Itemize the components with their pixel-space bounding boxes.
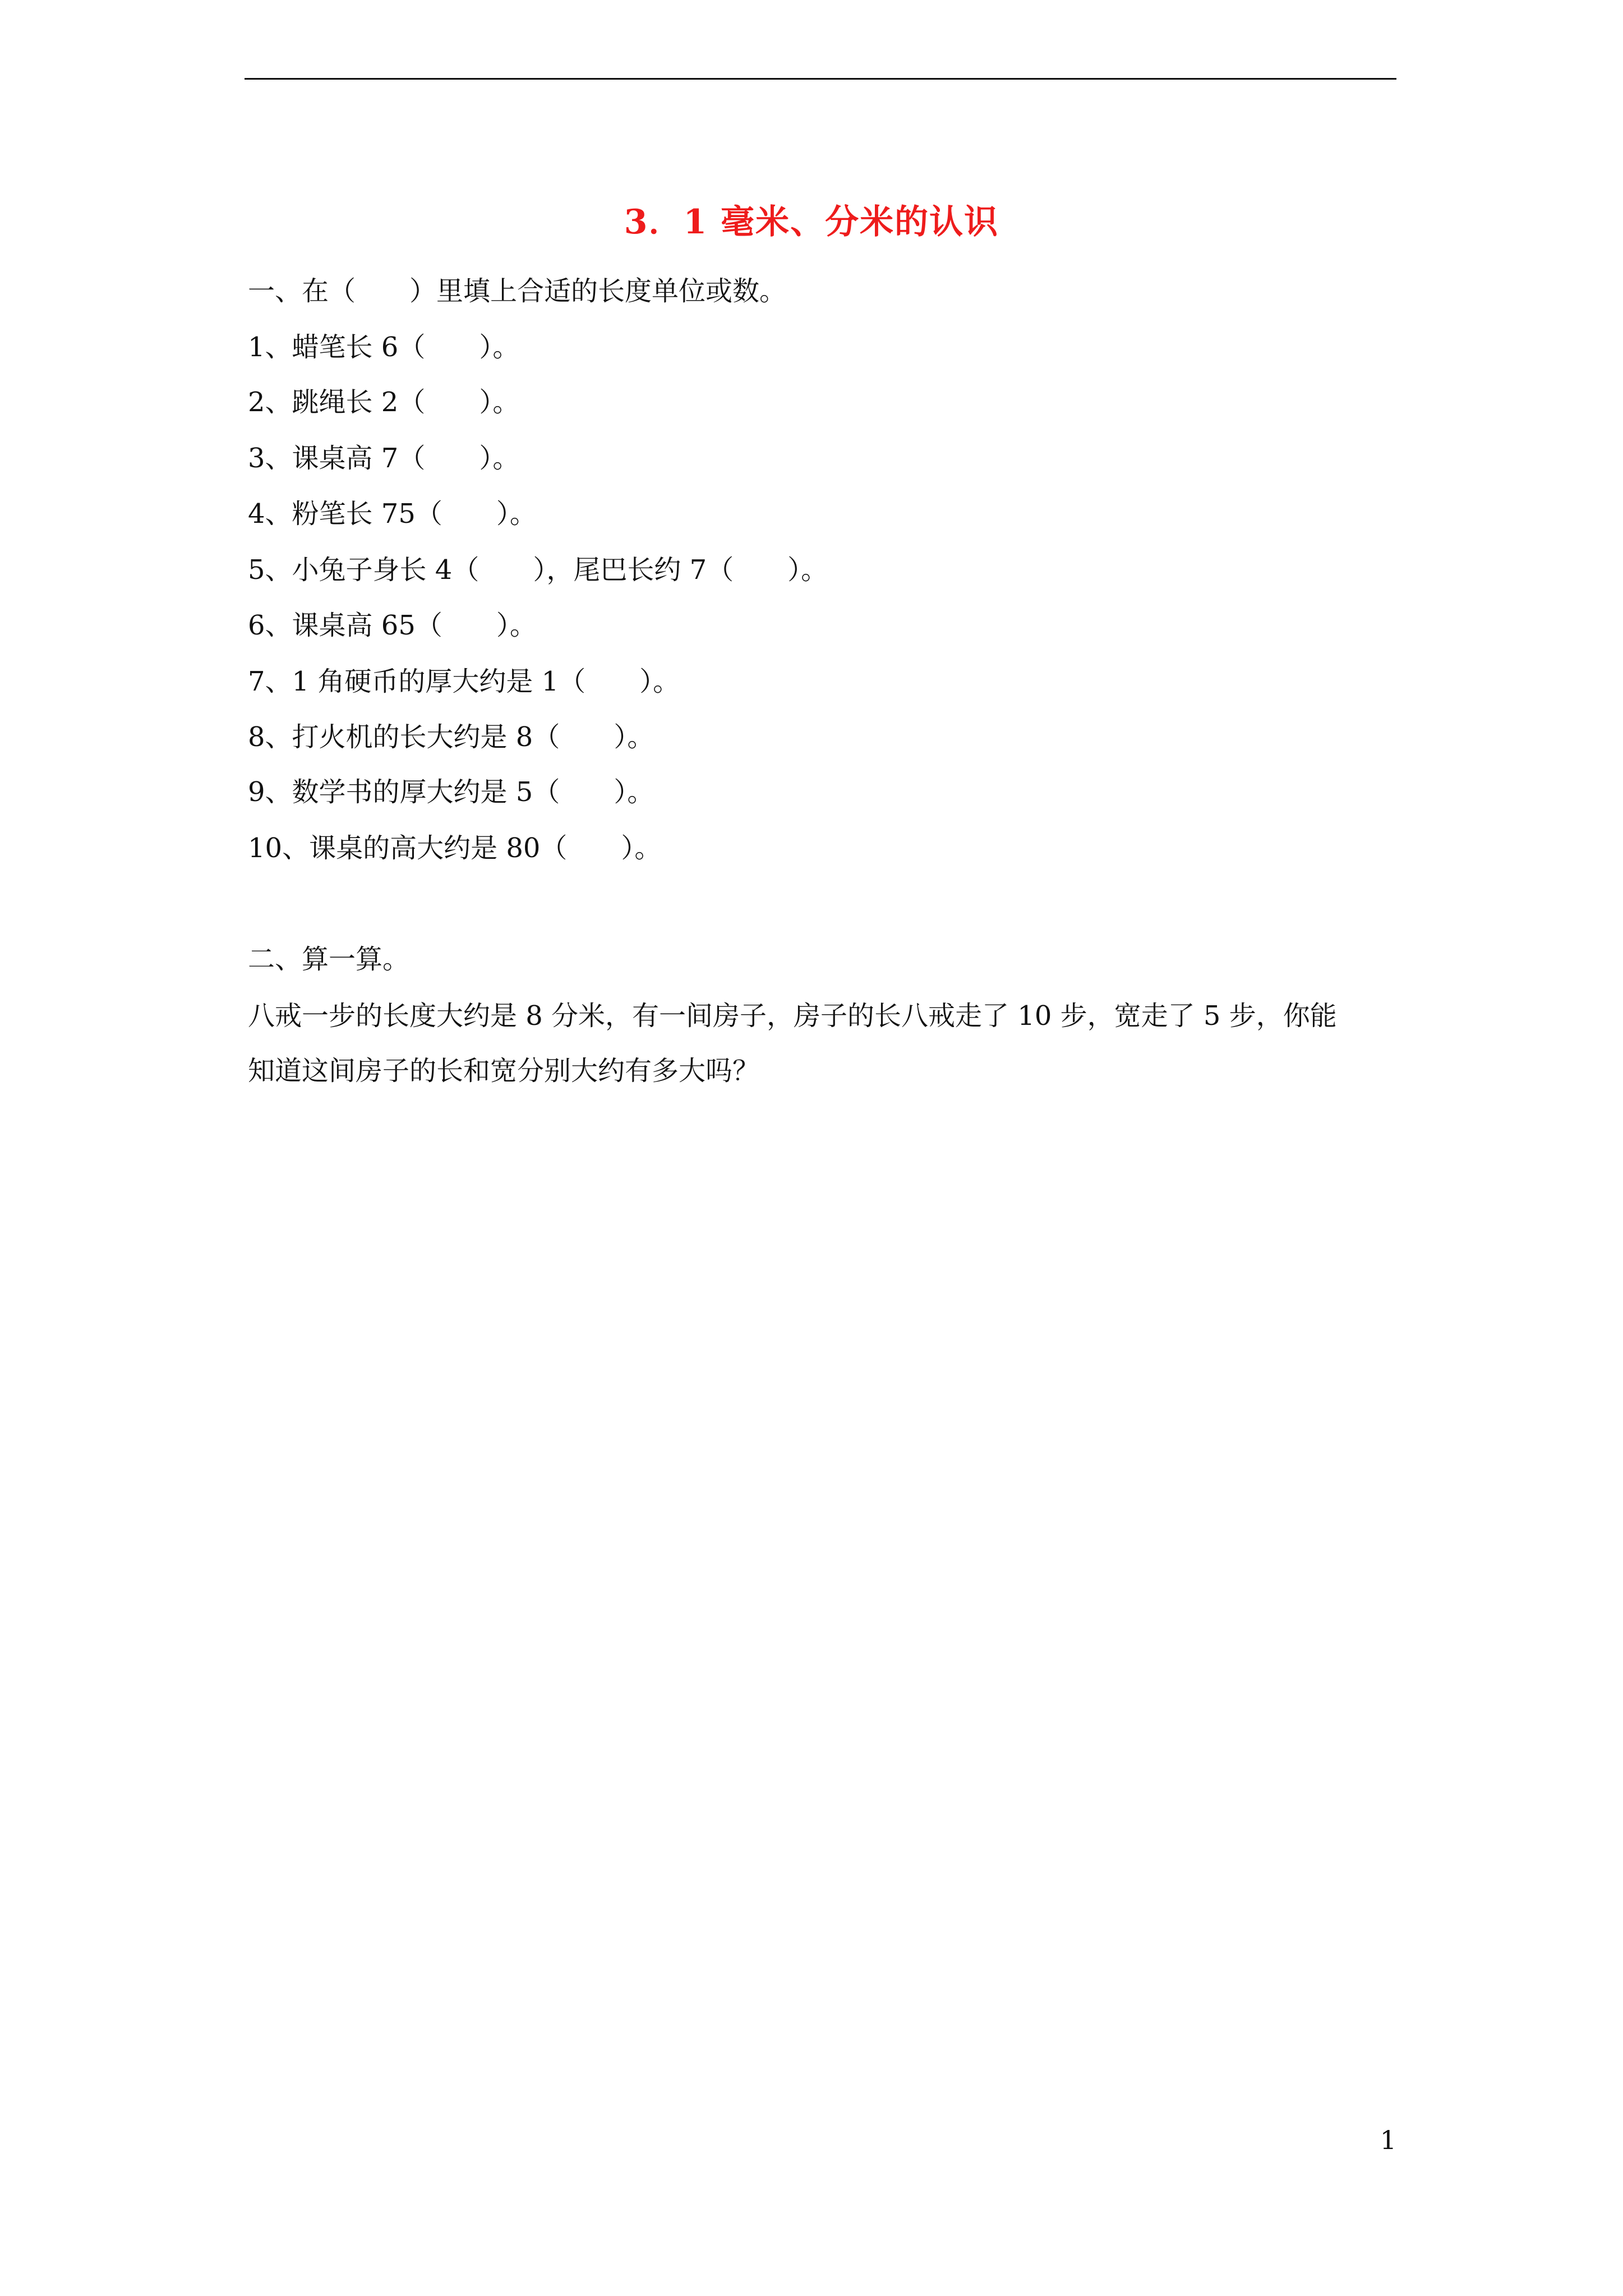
question-item-6: 6、课桌高 65（ ）。 [248, 610, 537, 641]
problem-text-line-1: 八戒一步的长度大约是 8 分米，有一间房子，房子的长八戒走了 10 步，宽走了 5 步，你能 [248, 1000, 1337, 1032]
question-item-3: 3、课桌高 7（ ）。 [248, 443, 520, 474]
section-2-heading: 二、算一算。 [248, 944, 410, 975]
question-item-9: 9、数学书的厚大约是 5（ ）。 [248, 776, 654, 808]
question-item-2: 2、跳绳长 2（ ）。 [248, 386, 520, 418]
header-rule [245, 78, 1396, 80]
question-item-10: 10、课桌的高大约是 80（ ）。 [248, 832, 662, 864]
question-item-7: 7、1 角硬币的厚大约是 1（ ）。 [248, 666, 680, 697]
question-item-5: 5、小兔子身长 4（ ），尾巴长约 7（ ）。 [248, 554, 828, 586]
problem-text-line-2: 知道这间房子的长和宽分别大约有多大吗？ [248, 1055, 760, 1087]
page-number: 1 [1380, 2125, 1396, 2155]
question-item-1: 1、蜡笔长 6（ ）。 [248, 332, 520, 363]
document-title: 3．1 毫米、分米的认识 [624, 203, 999, 242]
question-item-8: 8、打火机的长大约是 8（ ）。 [248, 721, 654, 753]
question-item-4: 4、粉笔长 75（ ）。 [248, 498, 537, 530]
section-1-heading: 一、在（ ）里填上合适的长度单位或数。 [248, 275, 787, 307]
